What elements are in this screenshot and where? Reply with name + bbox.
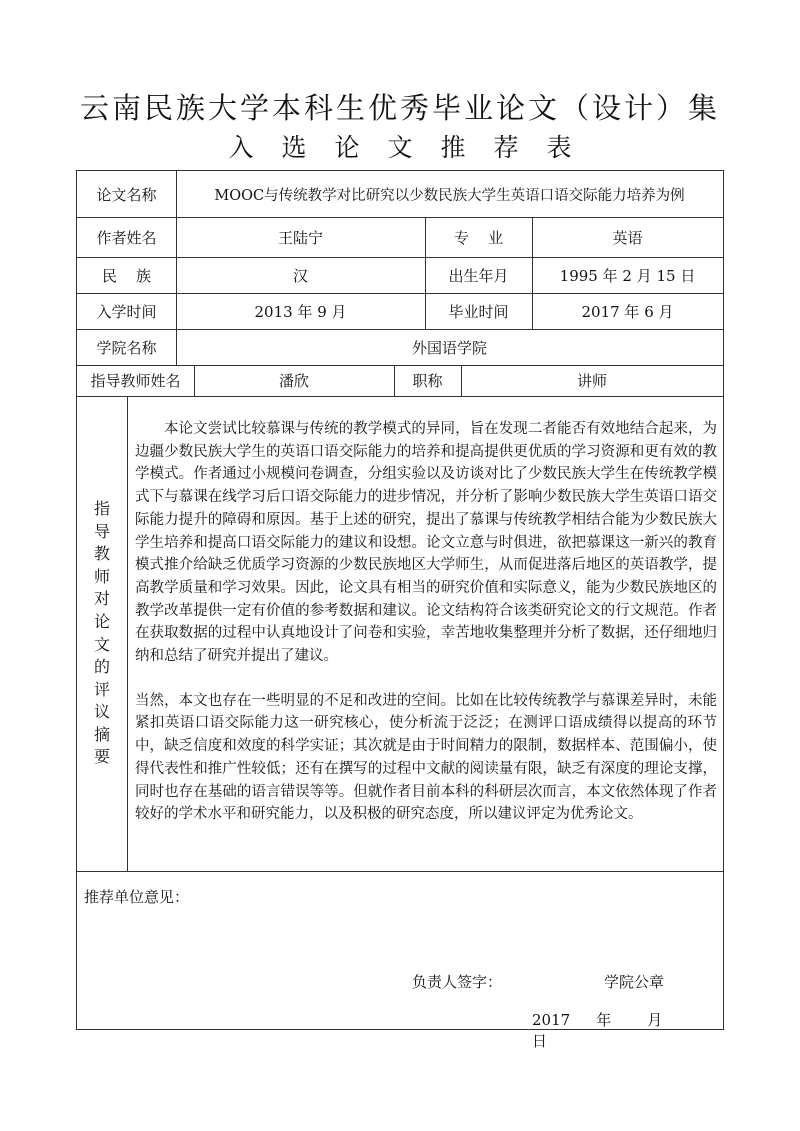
recommendation-form [76, 170, 724, 1050]
label-char: 指 [93, 498, 110, 518]
label-char: 师 [93, 566, 110, 586]
college-name-label: 学院名称 [96, 338, 157, 357]
college-seal-label: 学院公章 [604, 973, 665, 991]
form-title-line1: 云南民族大学本科生优秀毕业论文（设计）集 [79, 91, 720, 125]
graduation-time-value: 2017 年 6 月 [581, 302, 674, 321]
signing-date [532, 1009, 723, 1051]
advisor-comment-label [77, 396, 127, 871]
label-char: 要 [93, 747, 110, 767]
advisor-name-label: 指导教师姓名 [90, 372, 181, 390]
birth-date-value: 1995 年 2 月 15 日 [559, 266, 696, 285]
author-name-value: 王陆宁 [277, 228, 323, 247]
thesis-name-value: MOOC与传统教学对比研究以少数民族大学生英语口语交际能力培养为例 [214, 187, 685, 204]
label-char: 文 [93, 634, 110, 654]
graduation-time-label: 毕业时间 [448, 302, 509, 321]
date-year-unit: 年 [596, 1011, 612, 1029]
date-day-unit: 日 [532, 1032, 548, 1050]
recommending-unit-opinion-label: 推荐单位意见： [84, 888, 190, 906]
label-char: 议 [93, 702, 110, 722]
enrollment-time-label: 入学时间 [96, 302, 157, 321]
signature-label: 负责人签字： [412, 973, 503, 991]
advisor-name-value: 潘欣 [278, 372, 309, 390]
label-char: 摘 [93, 724, 110, 744]
ethnicity-value: 汉 [292, 266, 308, 285]
label-char: 论 [93, 611, 110, 631]
label-char: 评 [93, 679, 110, 699]
row-divider [77, 396, 723, 397]
major-value: 英语 [612, 228, 643, 247]
form-title-line2: 入选论文推荐表 [228, 133, 600, 162]
enrollment-time-value: 2013 年 9 月 [254, 302, 347, 321]
comment-paragraph-2: 当然，本文也存在一些明显的不足和改进的空间。比如在比较传统教学与慕课差异时，未能紧扣英语口语交际能力这一研究核心，使分析流于泛泛；在测评口语成绩得以提高的环节中，缺乏信度和效度的科学实证；其次就是由于时间精力的限制，数据样本、范围偏小，使得代表性和推广性较低；还有在撰写的过程中文献的阅读量有限，缺乏有深度的理论支撑，同时也存在基础的语言错误等等。但就作者目前本科的科研层次而言，本文依然体现了作者较好的学术水平和研究能力，以及积极的研究态度，所以建议评定为优秀论文。 [135, 692, 717, 823]
ethnicity-label: 民 族 [101, 266, 152, 285]
label-char: 对 [93, 589, 110, 609]
thesis-name-label: 论文名称 [96, 185, 157, 204]
label-char: 导 [93, 521, 110, 541]
row-divider [77, 871, 723, 872]
comment-paragraph-1: 本论文尝试比较慕课与传统的教学模式的异同，旨在发现二者能否有效地结合起来，为边疆少数民族大学生的英语口语交际能力的培养和提高提供更优质的学习资源和更有效的教学模式。作者通过小规模问卷调查，分组实验以及访谈对比了少数民族大学生在传统教学模式下与慕课在线学习后口语交际能力的进步情况，并分析了影响少数民族大学生英语口语交际能力提升的障碍和原因。基于上述的研究，提出了慕课与传统教学相结合能为少数民族大学生培养和提高口语交际能力的建议和设想。论文立意与时俱进，欲把慕课这一新兴的教育模式推介给缺乏优质学习资源的少数民族地区大学师生，从而促进落后地区的英语教学，提高教学质量和学习效果。因此，论文具有相当的研究价值和实际意义，能为少数民族地区的教学改革提供一定有价值的参考数据和建议。论文结构符合该类研究论文的行文规范。作者在获取数据的过程中认真地设计了问卷和实验，幸苦地收集整理并分析了数据，还仔细地归纳和总结了研究并提出了建议。 [135, 421, 717, 665]
academic-title-label: 职称 [412, 372, 443, 390]
date-month-unit: 月 [647, 1011, 663, 1029]
advisor-comment-text [135, 418, 717, 826]
academic-title-value: 讲师 [576, 372, 607, 390]
major-label: 专 业 [453, 228, 504, 247]
college-name-value: 外国语学院 [411, 338, 487, 357]
birth-date-label: 出生年月 [448, 266, 509, 285]
label-char: 教 [93, 544, 110, 564]
date-year: 2017 [532, 1011, 571, 1029]
author-name-label: 作者姓名 [96, 228, 157, 247]
col-divider [127, 396, 128, 871]
label-char: 的 [93, 657, 110, 677]
